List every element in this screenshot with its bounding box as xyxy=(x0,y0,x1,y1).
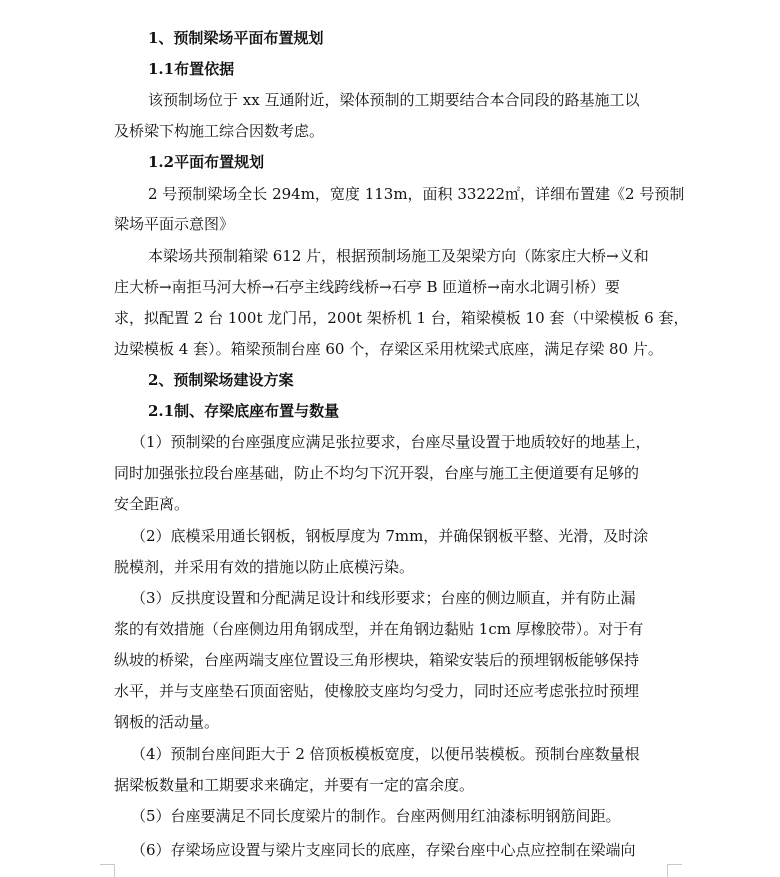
subsection-heading-1-2: 1.2平面布置规划 xyxy=(148,153,265,171)
list-item-line: （1）预制梁的台座强度应满足张拉要求，台座尽量设置于地质较好的地基上， xyxy=(131,433,651,451)
page-bottom-cut xyxy=(0,862,780,876)
list-item-line: （5）台座要满足不同长度梁片的制作。台座两侧用红油漆标明钢筋间距。 xyxy=(131,807,621,825)
list-item-line: 同时加强张拉段台座基础，防止不均匀下沉开裂，台座与施工主便道要有足够的 xyxy=(114,464,640,482)
section-heading-1: 1、预制梁场平面布置规划 xyxy=(148,29,324,47)
list-item-line: 据梁板数量和工期要求来确定，并要有一定的富余度。 xyxy=(114,776,475,794)
list-item-line: （3）反拱度设置和分配满足设计和线形要求；台座的侧边顺直，并有防止漏 xyxy=(131,589,636,607)
margin-corner-mark-right xyxy=(667,864,682,877)
paragraph-line: 及桥梁下构施工综合因数考虑。 xyxy=(114,122,325,140)
list-item-line: （6）存梁场应设置与梁片支座同长的底座，存梁台座中心点应控制在梁端向 xyxy=(131,841,636,859)
list-item-line: 浆的有效措施（台座侧边用角钢成型，并在角钢边黏贴 1cm 厚橡胶带）。对于有 xyxy=(114,620,644,638)
list-item-line: 安全距离。 xyxy=(114,495,190,513)
paragraph-line: 庄大桥→南拒马河大桥→石亭主线跨线桥→石亭 B 匝道桥→南水北调引桥）要 xyxy=(114,278,620,296)
margin-corner-mark-left xyxy=(100,864,115,877)
list-item-line: 钢板的活动量。 xyxy=(114,713,220,731)
paragraph-line: 2 号预制梁场全长 294m，宽度 113m，面积 33222㎡，详细布置建《2 号预制 xyxy=(148,185,685,203)
list-item-line: 纵坡的桥梁，台座两端支座位置设三角形楔块，箱梁安装后的预埋钢板能够保持 xyxy=(114,651,640,669)
paragraph-line: 边梁模板 4 套）。箱梁预制台座 60 个，存梁区采用枕梁式底座，满足存梁 80 片。 xyxy=(114,340,663,358)
list-item-line: 水平，并与支座垫石顶面密贴，使橡胶支座均匀受力，同时还应考虑张拉时预埋 xyxy=(114,682,640,700)
section-heading-2: 2、预制梁场建设方案 xyxy=(148,371,294,389)
paragraph-line: 该预制场位于 xx 互通附近，梁体预制的工期要结合本合同段的路基施工以 xyxy=(148,91,640,109)
list-item-line: 脱模剂，并采用有效的措施以防止底模污染。 xyxy=(114,558,415,576)
list-item-line: （2）底模采用通长钢板，钢板厚度为 7mm，并确保钢板平整、光滑，及时涂 xyxy=(131,527,649,545)
list-item-line: （4）预制台座间距大于 2 倍顶板模板宽度，以便吊装模板。预制台座数量根 xyxy=(131,745,640,763)
paragraph-line: 梁场平面示意图》 xyxy=(114,215,235,233)
subsection-heading-1-1: 1.1布置依据 xyxy=(148,60,235,78)
paragraph-line: 本梁场共预制箱梁 612 片，根据预制场施工及架梁方向（陈家庄大桥→义和 xyxy=(148,247,649,265)
subsection-heading-2-1: 2.1制、存梁底座布置与数量 xyxy=(148,402,340,420)
paragraph-line: 求，拟配置 2 台 100t 龙门吊，200t 架桥机 1 台，箱梁模板 10 套（中梁模板 6 套， xyxy=(114,309,689,327)
